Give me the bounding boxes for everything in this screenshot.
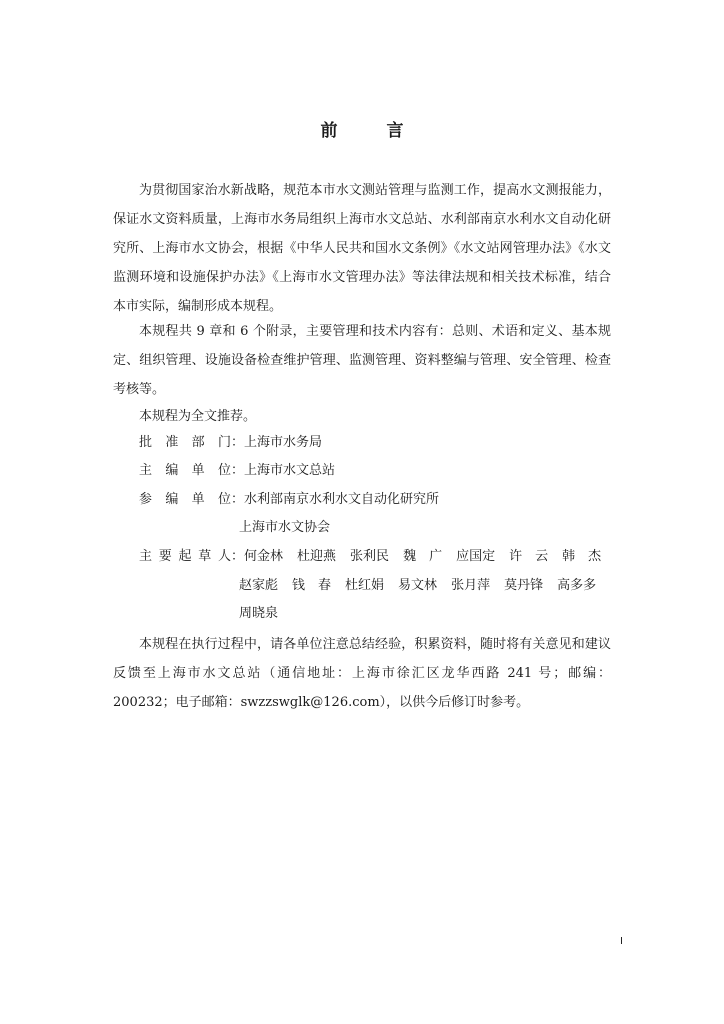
drafter-name: 莫丹锋 [504,578,544,593]
label-char: 要 [158,549,172,564]
approving-dept-row [139,433,322,453]
label-char: 编 [165,463,179,478]
label-char: 草 [198,549,212,564]
label-char: 起 [178,549,192,564]
label-char: 编 [165,492,179,507]
participating-unit-2: 上海市水文协会 [239,520,331,535]
participating-units-row-2 [239,518,330,538]
drafter-name: 杜迎燕 [297,549,337,564]
drafter-name: 杜红娟 [345,578,385,593]
drafter-name: 高多多 [557,578,597,593]
main-drafters-row-3 [239,604,292,624]
participating-units-label [139,490,231,510]
label-colon: ： [231,549,245,564]
label-colon: ： [231,463,245,478]
drafter-name: 应国定 [456,549,496,564]
drafter-names-line-1 [244,547,615,567]
participating-units-row [139,490,439,510]
drafter-name: 张月萍 [451,578,491,593]
drafter-name: 钱 春 [292,578,332,593]
label-char: 部 [191,435,205,450]
drafter-name: 魏 广 [403,549,443,564]
approving-dept-label [139,433,231,453]
main-drafters-label [139,547,231,567]
label-char: 位 [217,463,231,478]
label-char: 单 [191,463,205,478]
drafter-name: 张利民 [350,549,390,564]
main-drafters-row-2 [239,576,610,596]
drafter-name: 韩 杰 [562,549,602,564]
participating-unit-1: 水利部南京水利水文自动化研究所 [244,492,440,507]
drafter-name: 赵家彪 [239,578,279,593]
chief-editor-value: 上海市水文总站 [244,463,336,478]
label-char: 主 [139,549,153,564]
label-char: 门 [217,435,231,450]
label-char: 准 [165,435,179,450]
drafter-name: 何金林 [244,549,284,564]
chief-editor-row [139,461,335,481]
drafter-name: 许 云 [509,549,549,564]
label-colon: ： [231,435,245,450]
drafter-names-line-3 [239,604,292,624]
label-colon: ： [231,492,245,507]
page-number: I [620,936,623,947]
drafter-names-line-2 [239,576,610,596]
paragraph-recommendation: 本规程为全文推荐。 [139,409,257,424]
label-char: 参 [139,492,153,507]
label-char: 人 [217,549,231,564]
drafter-name: 易文林 [398,578,438,593]
main-drafters-row [139,547,615,567]
approving-dept-value: 上海市水务局 [244,435,323,450]
label-char: 批 [139,435,153,450]
page-title: 前 言 [320,121,420,141]
paragraph-purpose: 为贯彻国家治水新战略，规范本市水文测站管理与监测工作，提高水文测报能力，保证水文资料质量，上海市水务局组织上海市水文总站、水利部南京水利水文自动化研究所、上海市水文协会，根据《中华人民共和国水文条例》《水文站网管理办法》《水文监测环境和设施保护办法》《上海市水文管理办法》等法律法规和相关技术标准，结合本市实际，编制形成本规程。 [113,183,611,314]
paragraph-contents: 本规程共 9 章和 6 个附录，主要管理和技术内容有：总则、术语和定义、基本规定、组织管理、设施设备检查维护管理、监测管理、资料整编与管理、安全管理、检查考核等。 [113,324,611,397]
label-char: 位 [217,492,231,507]
drafter-name: 周晓泉 [239,606,279,621]
chief-editor-label [139,461,231,481]
paragraph-feedback: 本规程在执行过程中，请各单位注意总结经验，积累资料，随时将有关意见和建议反馈至上海市水文总站（通信地址：上海市徐汇区龙华西路 241 号；邮编：200232；电子邮箱：swzzswglk@126.com），以供今后修订时参考。 [113,637,611,710]
label-char: 主 [139,463,153,478]
label-char: 单 [191,492,205,507]
